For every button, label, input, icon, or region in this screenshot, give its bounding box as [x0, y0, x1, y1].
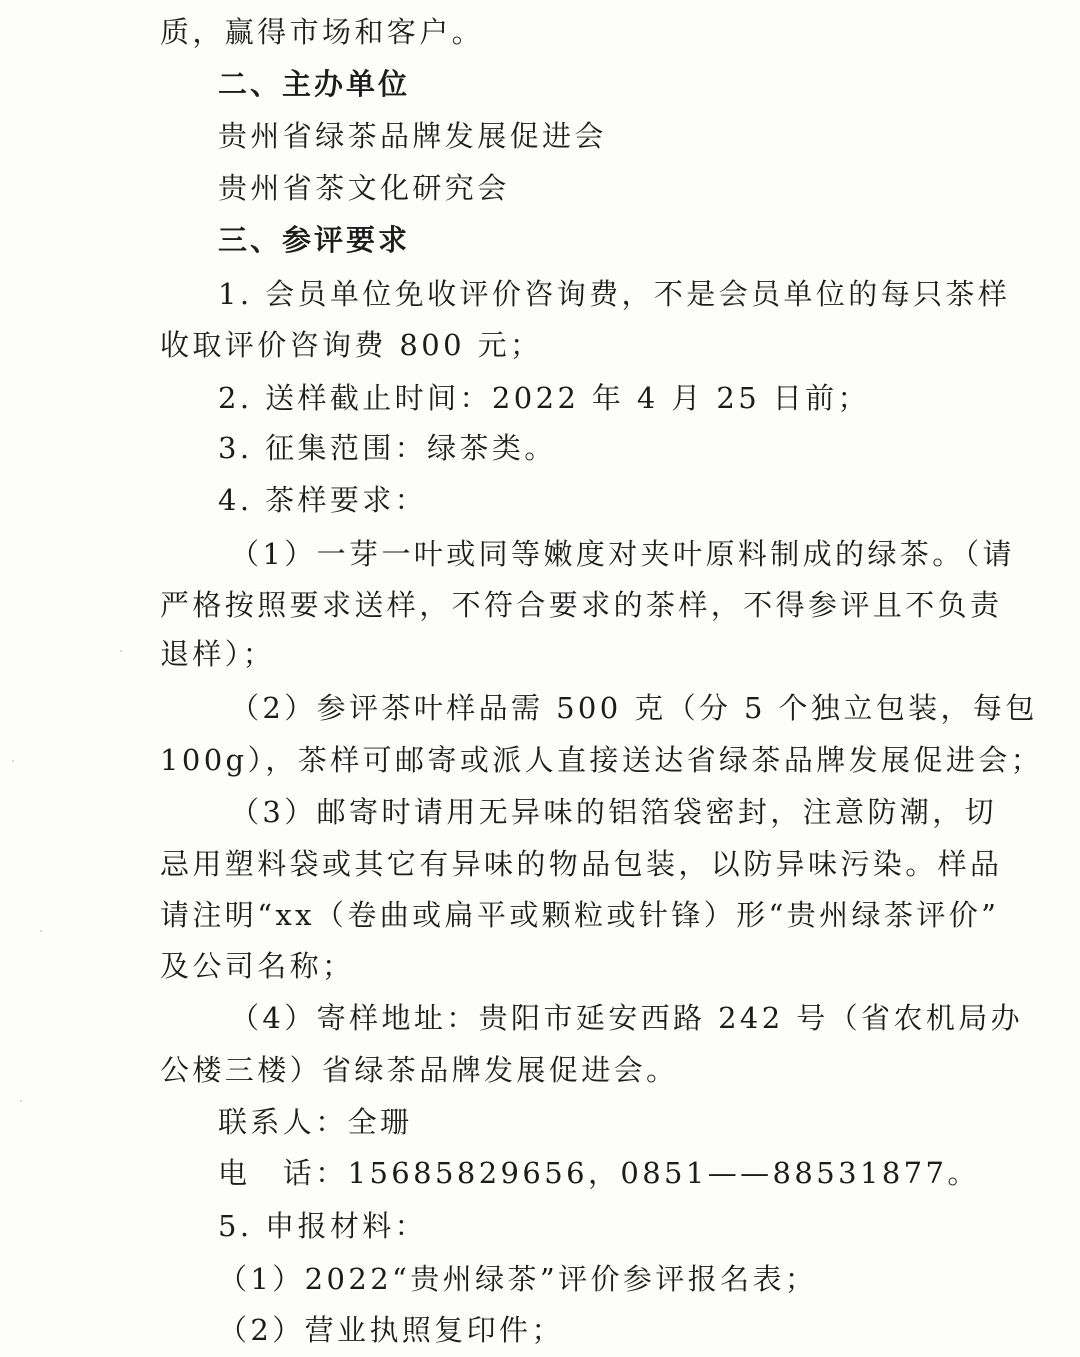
sample-req-3-line-3: 请注明“xx（卷曲或扁平或颗粒或针锋）形“贵州绿茶评价”	[160, 898, 1000, 932]
section-heading-organizers: 二、主办单位	[218, 67, 411, 101]
sample-req-1-line-1: （1）一芽一叶或同等嫩度对夹叶原料制成的绿茶。（请	[230, 537, 1015, 571]
sample-req-4-line-1: （4）寄样地址：贵阳市延安西路 242 号（省农机局办	[230, 1001, 1024, 1035]
contact-phone: 电 话：15685829656，0851——88531877。	[218, 1156, 980, 1190]
contact-person: 联系人：全珊	[218, 1105, 413, 1139]
scan-speck	[20, 1100, 22, 1102]
sample-req-4-line-2: 公楼三楼）省绿茶品牌发展促进会。	[160, 1053, 679, 1087]
requirement-5: 5. 申报材料：	[218, 1209, 428, 1243]
scan-speck	[120, 650, 122, 652]
text-line-continuation: 质，赢得市场和客户。	[160, 15, 485, 49]
sample-req-2-line-2: 100g），茶样可邮寄或派人直接送达省绿茶品牌发展促进会；	[160, 743, 1044, 777]
scan-speck	[40, 930, 42, 932]
requirement-1-line-2: 收取评价咨询费 800 元；	[160, 328, 543, 362]
sample-req-2-line-1: （2）参评茶叶样品需 500 克（分 5 个独立包装，每包	[230, 691, 1038, 725]
sample-req-3-line-4: 及公司名称；	[160, 949, 355, 983]
sample-req-1-line-2: 严格按照要求送样，不符合要求的茶样，不得参评且不负责	[160, 588, 1003, 622]
section-heading-requirements: 三、参评要求	[218, 223, 411, 257]
requirement-4: 4. 茶样要求：	[218, 483, 428, 517]
organizer-2: 贵州省茶文化研究会	[218, 171, 510, 205]
sample-req-1-line-3: 退样）；	[160, 637, 276, 671]
sample-req-3-line-1: （3）邮寄时请用无异味的铝箔袋密封，注意防潮，切	[230, 795, 998, 829]
organizer-1: 贵州省绿茶品牌发展促进会	[218, 119, 607, 153]
requirement-2: 2. 送样截止时间：2022 年 4 月 25 日前；	[218, 381, 870, 415]
scan-speck	[12, 760, 14, 762]
sample-req-3-line-2: 忌用塑料袋或其它有异味的物品包装，以防异味污染。样品	[160, 847, 1003, 881]
material-1: （1）2022“贵州绿茶”评价参评报名表；	[218, 1262, 818, 1296]
requirement-3: 3. 征集范围：绿茶类。	[218, 431, 557, 465]
requirement-1-line-1: 1. 会员单位免收评价咨询费，不是会员单位的每只茶样	[218, 277, 1011, 311]
material-2: （2）营业执照复印件；	[218, 1313, 564, 1347]
